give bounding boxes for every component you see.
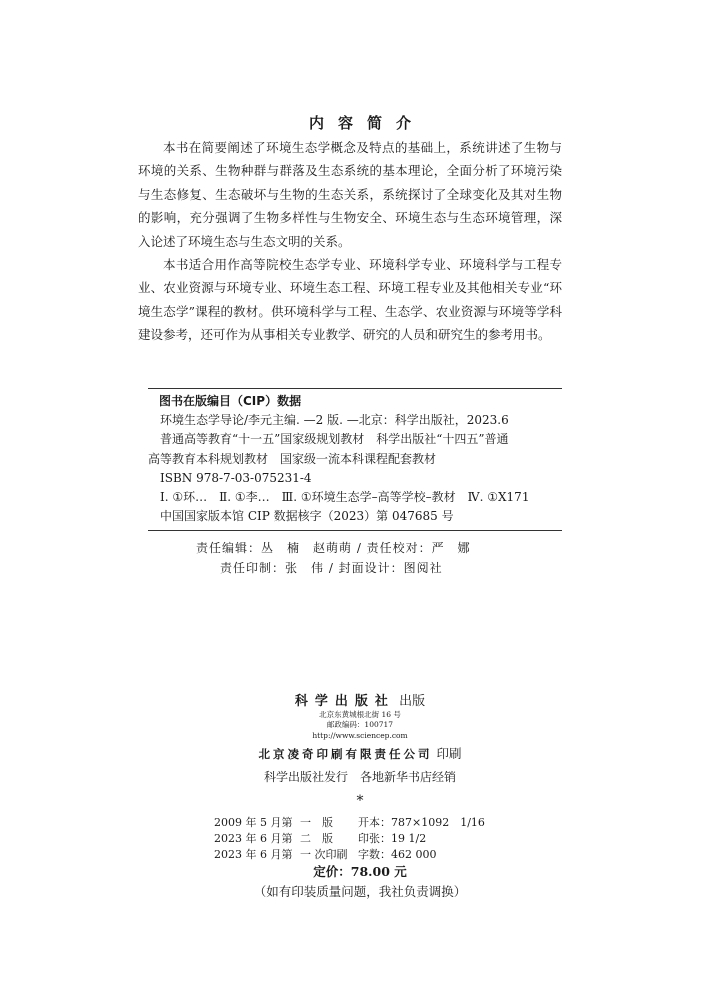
price-label: 定价： [313, 864, 351, 879]
cip-line-classification: Ⅰ. ①环… Ⅱ. ①李… Ⅲ. ①环境生态学–高等学校–教材 Ⅳ. ①X171 [160, 490, 530, 505]
edition-number: 二 版 [300, 832, 333, 845]
printer-suffix: 印刷 [436, 746, 462, 761]
edition-row [214, 831, 514, 847]
distribution-line: 科学出版社发行 各地新华书店经销 [263, 770, 456, 784]
publisher-url: http://www.sciencep.com [312, 731, 408, 740]
summary-paragraph-1: 本书在简要阐述了环境生态学概念及特点的基础上，系统讲述了生物与环境的关系、生物种群与群落及生态系统的基本理论，全面分析了环境污染与生态修复、生态破坏与生物的生态关系，系统探讨了全球变化及其对生物的影响，充分强调了生物多样性与生物安全、环境生态与生态环境管理，深入论述了环境生态与生态文明的关系。 [138, 140, 562, 249]
editor-credit-line-2: 责任印制：张 伟 / 封面设计：图阅社 [220, 561, 443, 575]
publisher-suffix: 出版 [399, 694, 426, 709]
edition-date: 2009 年 5 月第 [214, 816, 293, 829]
edition-spec: 开本：787×1092 1/16 [358, 816, 485, 829]
edition-info [214, 815, 514, 863]
editor-credits [196, 538, 496, 578]
cip-line-record-number: 中国国家版本馆 CIP 数据核字（2023）第 047685 号 [160, 509, 454, 524]
publisher-logo-text: 科学出版社 [294, 694, 395, 709]
summary-title: 内容简介 [308, 114, 425, 132]
separator-star: * [356, 793, 364, 809]
summary-paragraph-2: 本书适合用作高等院校生态学专业、环境科学专业、环境科学与工程专业、农业资源与环境专业、环境生态工程、环境工程专业及其他相关专业“环境生态学”课程的教材。供环境科学与工程、生态学、农业资源与环境等学科建设参考，还可作为从事相关专业教学、研究的人员和研究生的参考用书。 [138, 257, 562, 343]
edition-spec: 字数：462 000 [358, 848, 437, 861]
publisher-line [0, 690, 720, 709]
publisher-postcode: 邮政编码：100717 [326, 720, 394, 729]
edition-spec: 印张：19 1/2 [358, 832, 427, 845]
printer-logo-text: 北京凌奇印刷有限责任公司 [258, 747, 433, 761]
cip-line-title: 环境生态学导论/李元主编. —2 版. —北京：科学出版社，2023.6 [160, 413, 509, 428]
editor-credit-line-1: 责任编辑：丛 楠 赵萌萌 / 责任校对：严 娜 [196, 541, 471, 555]
printer-line [0, 744, 720, 762]
cip-heading: 图书在版编目（CIP）数据 [159, 394, 302, 408]
edition-row [214, 847, 514, 863]
edition-date: 2023 年 6 月第 [214, 848, 293, 861]
summary-body [138, 136, 562, 347]
cip-line-isbn: ISBN 978-7-03-075231-4 [160, 470, 312, 485]
publisher-address: 北京东黄城根北街 16 号 [319, 710, 401, 719]
edition-row [214, 815, 514, 831]
edition-number: 一 次印刷 [300, 848, 348, 861]
price-value: 78.00 元 [350, 864, 407, 879]
cip-block [148, 388, 562, 531]
quality-notice: （如有印装质量问题，我社负责调换） [253, 884, 467, 899]
cip-line-series-cont: 高等教育本科规划教材 国家级一流本科课程配套教材 [148, 451, 437, 466]
cip-line-series: 普通高等教育“十一五”国家级规划教材 科学出版社“十四五”普通 [160, 432, 509, 447]
edition-number: 一 版 [300, 816, 333, 829]
price-line [0, 862, 720, 880]
edition-date: 2023 年 6 月第 [214, 832, 293, 845]
